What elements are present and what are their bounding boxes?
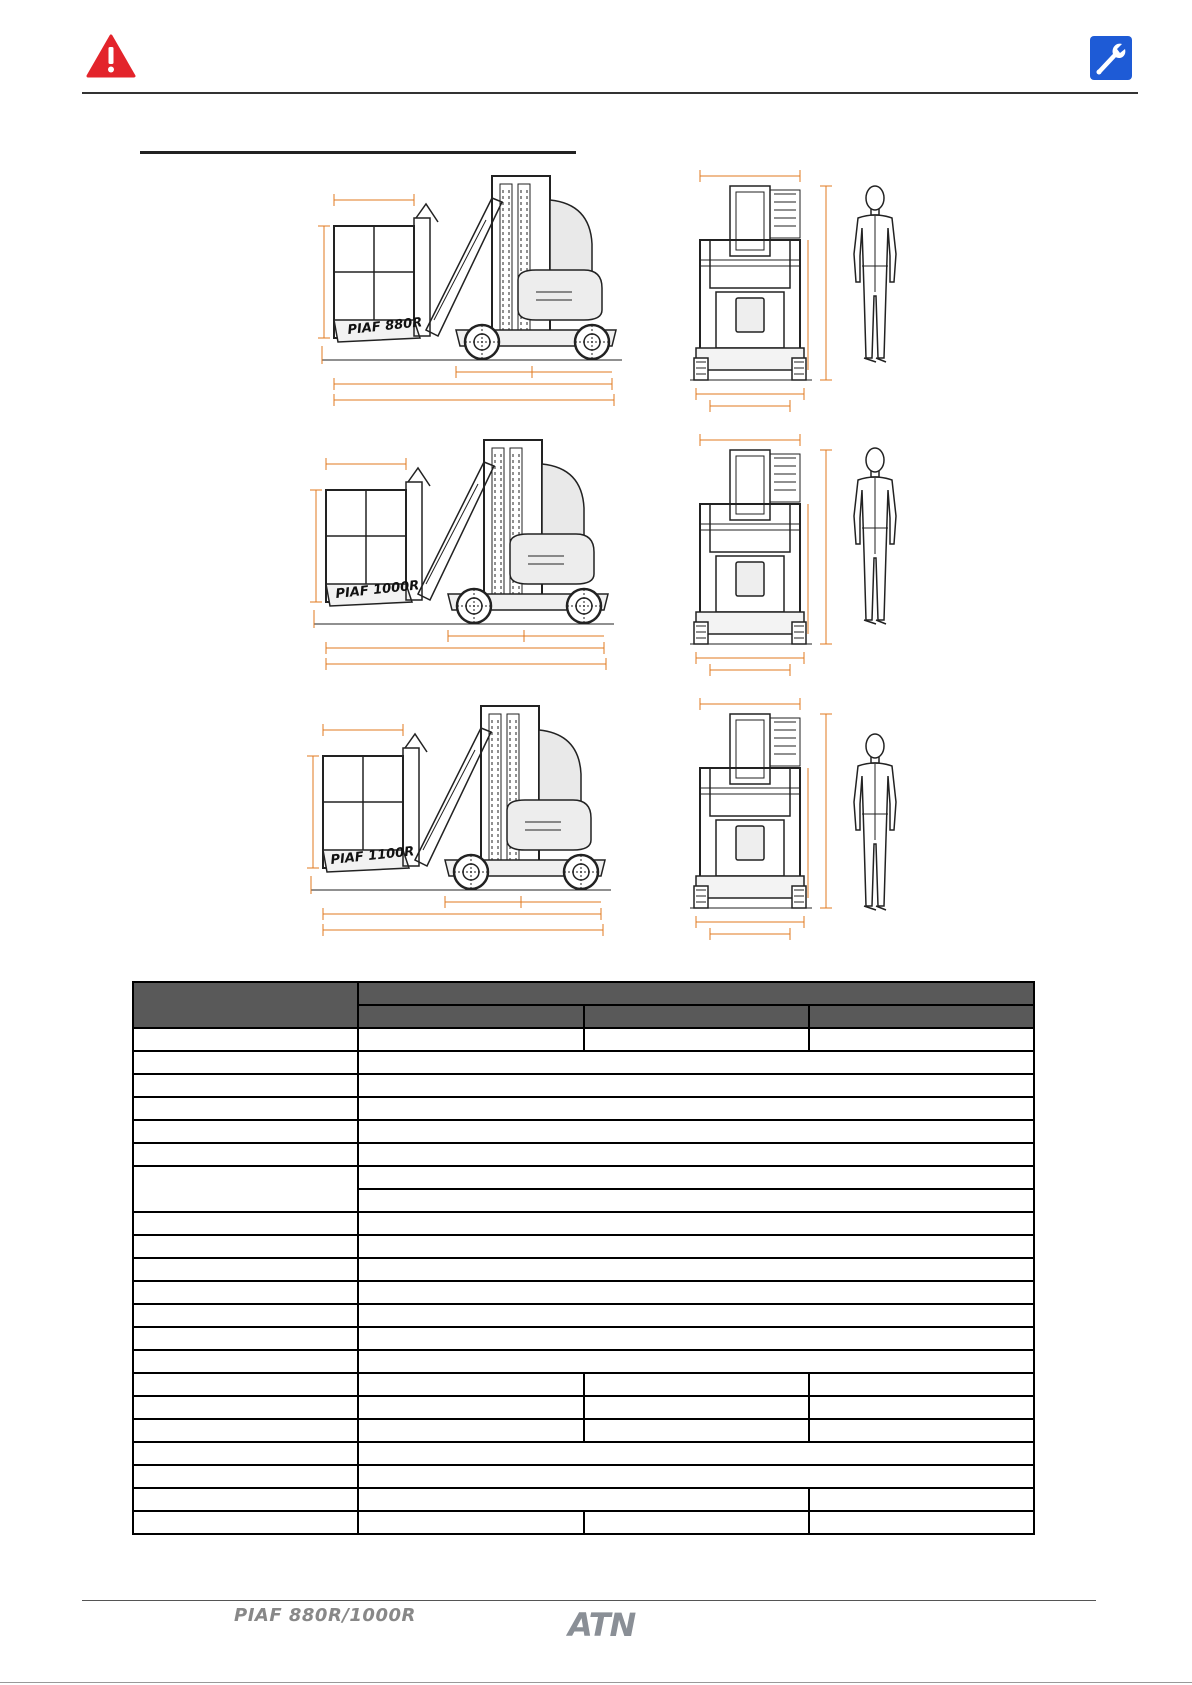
table-header-row: [133, 982, 1034, 1005]
table-header-parameter: [133, 982, 358, 1028]
footer-rule: [82, 1600, 1096, 1601]
human-scale-figure-880r: [850, 182, 900, 372]
table-row: [133, 1465, 1034, 1488]
table-row: [133, 1120, 1034, 1143]
side-view-drawing-880r: [322, 170, 632, 415]
model-label-880r: PIAF 880R: [346, 315, 423, 338]
model-label-1000r: PIAF 1000R: [334, 578, 420, 602]
side-view-drawing-1000r: [314, 434, 624, 679]
table-row: [133, 1511, 1034, 1534]
table-row: [133, 1419, 1034, 1442]
table-row: [133, 1051, 1034, 1074]
table-header-col-3: [809, 1005, 1034, 1028]
table-row: [133, 1074, 1034, 1097]
specification-table: [132, 981, 1035, 1535]
table-header-col-2: [584, 1005, 809, 1028]
table-row: [133, 1488, 1034, 1511]
table-row: [133, 1212, 1034, 1235]
table-header-col-1: [358, 1005, 583, 1028]
table-header-models: [358, 982, 1034, 1005]
table-row: [133, 1028, 1034, 1051]
side-view-drawing-1100r: [306, 700, 626, 945]
maintenance-wrench-icon: [1090, 36, 1132, 80]
table-row: [133, 1373, 1034, 1396]
table-row: [133, 1442, 1034, 1465]
table-row: [133, 1281, 1034, 1304]
section-title-underline: [140, 151, 576, 154]
front-view-drawing-1000r: [690, 432, 840, 672]
table-row: [133, 1166, 1034, 1189]
warning-icon: [86, 34, 136, 78]
front-view-drawing-880r: [690, 168, 840, 408]
table-row: [133, 1396, 1034, 1419]
atn-logo: [566, 1606, 650, 1642]
header-rule: [82, 92, 1138, 94]
table-row: [133, 1350, 1034, 1373]
human-scale-figure-1000r: [850, 444, 900, 634]
footer-model-name: PIAF 880R/1000R: [234, 1605, 416, 1626]
table-row: [133, 1258, 1034, 1281]
table-row: [133, 1235, 1034, 1258]
model-label-1100r: PIAF 1100R: [329, 844, 415, 868]
front-view-drawing-1100r: [690, 696, 840, 936]
table-row: [133, 1327, 1034, 1350]
table-row: [133, 1304, 1034, 1327]
table-row: [133, 1143, 1034, 1166]
svg-text:ATN: ATN: [568, 1606, 636, 1642]
human-scale-figure-1100r: [850, 730, 900, 920]
table-row: [133, 1097, 1034, 1120]
page-bottom-rule: [0, 1682, 1192, 1683]
